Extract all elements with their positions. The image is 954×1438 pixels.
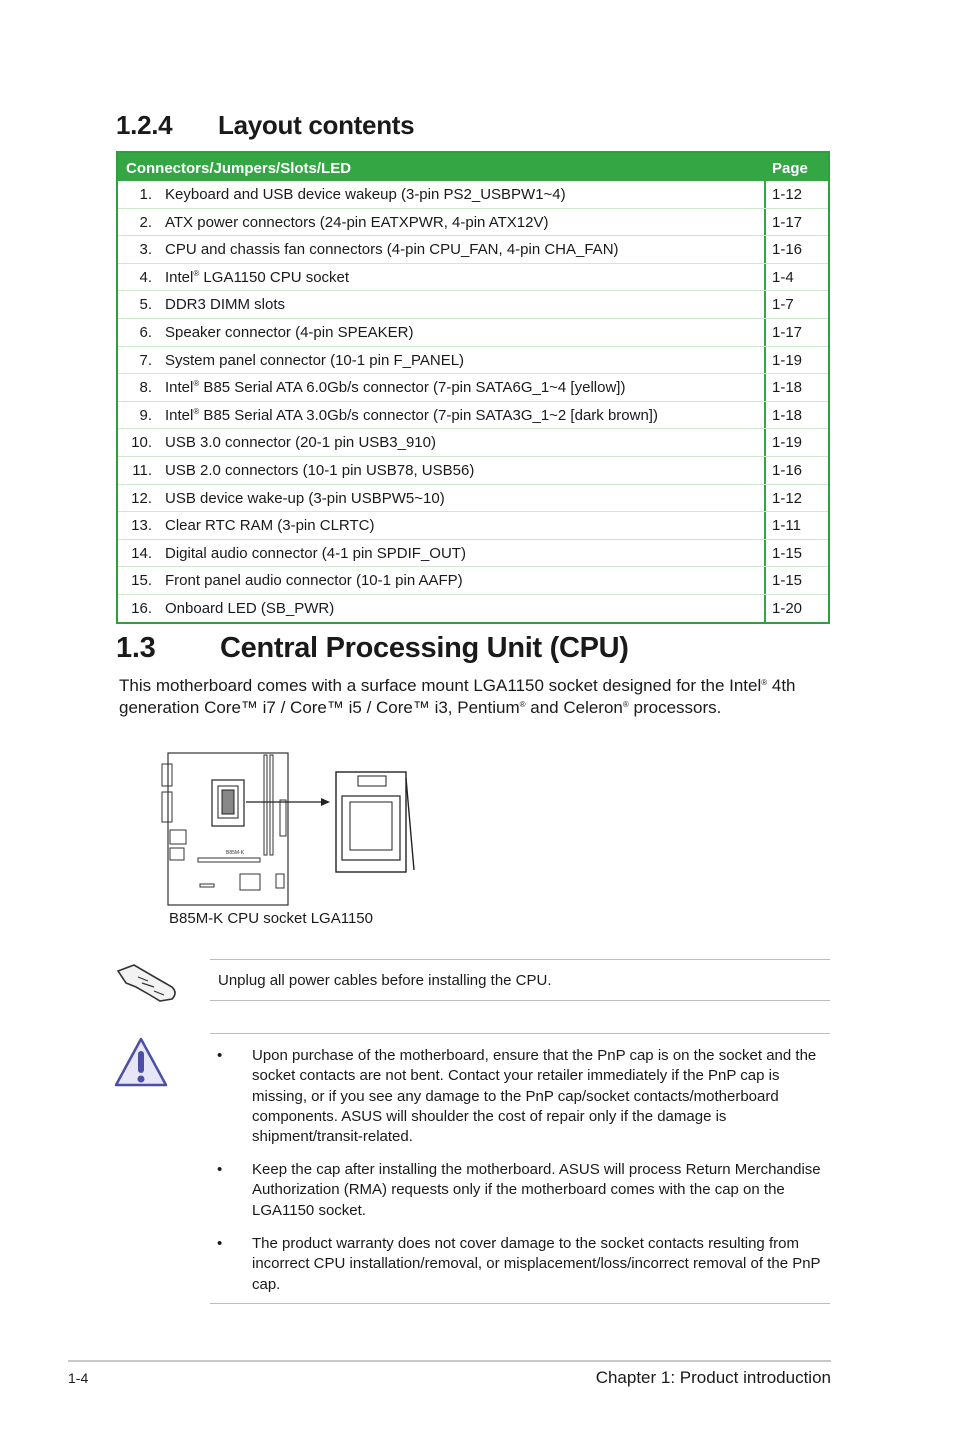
table-body <box>118 181 828 622</box>
row-number: 1. <box>139 186 152 203</box>
column-divider <box>764 595 766 622</box>
row-page: 1-19 <box>772 434 803 452</box>
column-divider <box>764 402 766 429</box>
row-description: Digital audio connector (4-1 pin SPDIF_OUT) <box>165 544 466 562</box>
column-divider <box>764 512 766 539</box>
header-connectors: Connectors/Jumpers/Slots/LED <box>126 160 352 177</box>
table-row <box>118 263 828 291</box>
section-title: Layout contents <box>218 110 415 140</box>
row-page: 1-11 <box>772 517 801 535</box>
row-number: 14. <box>131 544 152 562</box>
row-number: 2. <box>139 213 152 231</box>
column-divider <box>764 209 766 236</box>
table-row <box>118 428 828 456</box>
row-page: 1-19 <box>772 351 803 369</box>
row-page: 1-15 <box>772 544 803 562</box>
note-box <box>210 959 830 1001</box>
row-number: 8. <box>139 379 152 397</box>
column-divider <box>764 429 766 456</box>
motherboard-diagram <box>160 750 420 910</box>
row-description: Keyboard and USB device wakeup (3-pin PS2_USBPW1~4) <box>165 186 566 203</box>
column-divider <box>764 291 766 318</box>
section-number: 1.2.4 <box>116 110 173 140</box>
section-heading-1-2-4 <box>116 110 414 141</box>
footer-divider <box>68 1360 831 1362</box>
table-row <box>118 208 828 236</box>
row-description: Intel® LGA1150 CPU socket <box>165 268 350 286</box>
table-row <box>118 181 828 208</box>
column-divider <box>764 374 766 401</box>
table-row <box>118 511 828 539</box>
column-divider <box>764 567 766 594</box>
warning-text: The product warranty does not cover damage to the socket contacts resulting from incorrect CPU installation/removal, or misplacement/loss/incorrect removal of the PnP cap. <box>252 1235 821 1293</box>
row-description: USB 3.0 connector (20-1 pin USB3_910) <box>165 434 436 452</box>
table-row <box>118 235 828 263</box>
table-row <box>118 456 828 484</box>
column-divider <box>764 347 766 374</box>
header-page: Page <box>772 160 808 177</box>
row-number: 5. <box>139 296 152 314</box>
table-row <box>118 290 828 318</box>
table-row <box>118 484 828 512</box>
row-description: CPU and chassis fan connectors (4-pin CPU_FAN, 4-pin CHA_FAN) <box>165 241 619 259</box>
row-number: 4. <box>139 268 152 286</box>
column-divider <box>764 485 766 512</box>
warning-text: Upon purchase of the motherboard, ensure that the PnP cap is on the socket and the socket contacts are not bent. Contact your retailer immediately if the PnP cap is missing, or if you see any damage to the PnP cap/socket contacts/motherboard components. ASUS will shoulder the cost of repair only if the damage is shipment/transit-related. <box>252 1047 817 1146</box>
row-description: USB device wake-up (3-pin USBPW5~10) <box>165 489 445 507</box>
warning-triangle-icon <box>113 1036 169 1088</box>
intro-line-1: This motherboard comes with a surface mount LGA1150 socket designed for the Intel® 4th <box>119 676 796 695</box>
row-description: Onboard LED (SB_PWR) <box>165 599 335 617</box>
row-page: 1-12 <box>772 186 803 203</box>
row-description: Front panel audio connector (10-1 pin AAFP) <box>165 572 463 590</box>
table-row <box>118 373 828 401</box>
row-page: 1-15 <box>772 572 803 590</box>
intro-paragraph <box>119 675 839 719</box>
row-number: 15. <box>131 572 152 590</box>
row-number: 6. <box>139 323 152 341</box>
section-number: 1.3 <box>116 632 156 664</box>
column-divider <box>764 264 766 291</box>
warning-text: Keep the cap after installing the motherboard. ASUS will process Return Merchandise Authorization (RMA) requests only if the motherboard comes with the cap on the LGA1150 socket. <box>252 1161 821 1219</box>
table-row <box>118 318 828 346</box>
column-divider <box>764 236 766 263</box>
row-number: 16. <box>131 599 152 617</box>
hand-note-icon <box>114 957 180 1005</box>
figure-caption: B85M-K CPU socket LGA1150 <box>169 910 373 927</box>
page-number: 1-4 <box>68 1370 89 1386</box>
row-page: 1-17 <box>772 213 803 231</box>
row-page: 1-18 <box>772 379 803 397</box>
row-page: 1-4 <box>772 268 794 286</box>
table-row <box>118 594 828 622</box>
row-description: System panel connector (10-1 pin F_PANEL) <box>165 351 465 369</box>
section-heading-1-3 <box>116 632 629 665</box>
row-number: 12. <box>131 489 152 507</box>
row-description: DDR3 DIMM slots <box>165 296 286 314</box>
chapter-title: Chapter 1: Product introduction <box>595 1368 831 1387</box>
row-number: 9. <box>139 406 152 424</box>
row-page: 1-7 <box>772 296 794 314</box>
section-title: Central Processing Unit (CPU) <box>220 632 629 664</box>
warning-box: • Upon purchase of the motherboard, ensure that the PnP cap is on the socket and the socket contacts are not bent. Contact your retailer immediately if the PnP cap is missing, or if you see any damage to the PnP cap/socket contacts/motherboard components. ASUS will shoulder the cost of repair only if the damage is shipment/transit-related. • Keep the cap after installing the motherboard. ASUS will process Return Merchandise Authorization (RMA) requests only if the motherboard comes with the cap on the LGA1150 socket. • The product warranty does not cover damage to the socket contacts resulting from incorrect CPU installation/removal, or misplacement/loss/incorrect removal of the PnP cap. <box>210 1033 830 1304</box>
row-page: 1-12 <box>772 489 803 507</box>
row-description: ATX power connectors (24-pin EATXPWR, 4-pin ATX12V) <box>165 213 549 231</box>
row-description: Intel® B85 Serial ATA 3.0Gb/s connector (7-pin SATA3G_1~2 [dark brown]) <box>165 406 658 424</box>
table-row <box>118 566 828 594</box>
note-text: Unplug all power cables before installing the CPU. <box>218 972 552 989</box>
row-page: 1-16 <box>772 461 803 479</box>
row-page: 1-18 <box>772 406 803 424</box>
table-row <box>118 346 828 374</box>
row-description: USB 2.0 connectors (10-1 pin USB78, USB56) <box>165 461 475 479</box>
table-header <box>118 153 828 181</box>
row-description: Speaker connector (4-pin SPEAKER) <box>165 323 414 341</box>
row-number: 7. <box>139 351 152 369</box>
layout-contents-table <box>116 151 830 624</box>
row-number: 11. <box>132 461 152 479</box>
table-row <box>118 539 828 567</box>
column-divider <box>764 457 766 484</box>
row-number: 13. <box>131 517 152 535</box>
board-label: B85M-K <box>226 850 245 856</box>
row-description: Intel® B85 Serial ATA 6.0Gb/s connector (7-pin SATA6G_1~4 [yellow]) <box>165 379 626 397</box>
column-divider <box>764 540 766 567</box>
row-description: Clear RTC RAM (3-pin CLRTC) <box>165 517 375 535</box>
intro-line-2: generation Core™ i7 / Core™ i5 / Core™ i3, Pentium® and Celeron® processors. <box>119 698 722 717</box>
column-divider <box>764 181 766 208</box>
row-number: 10. <box>131 434 152 452</box>
row-number: 3. <box>139 241 152 259</box>
row-page: 1-16 <box>772 241 803 259</box>
row-page: 1-17 <box>772 323 803 341</box>
row-page: 1-20 <box>772 599 803 617</box>
column-divider <box>764 319 766 346</box>
table-row <box>118 401 828 429</box>
